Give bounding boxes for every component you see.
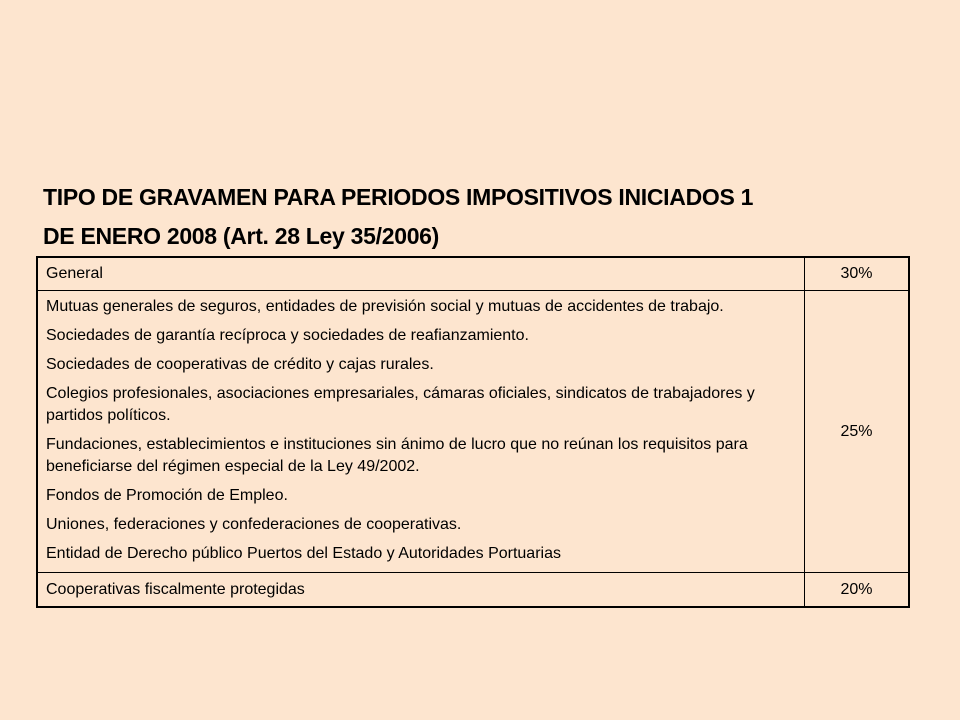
- category-item: Fondos de Promoción de Empleo.: [46, 487, 288, 504]
- category-list-cell: [37, 291, 805, 573]
- category-cell: [37, 257, 805, 291]
- category-cell: [37, 573, 805, 608]
- category-item: Sociedades de cooperativas de crédito y cajas rurales.: [46, 356, 434, 373]
- category-label: General: [46, 265, 103, 282]
- slide-title-line-2: DE ENERO 2008 (Art. 28 Ley 35/2006): [43, 223, 440, 249]
- category-item: Colegios profesionales, asociaciones empresariales, cámaras oficiales, sindicatos de trabajadores y partidos políticos.: [46, 385, 755, 424]
- rate-cell: 20%: [805, 573, 910, 608]
- category-item: Sociedades de garantía recíproca y sociedades de reafianzamiento.: [46, 327, 529, 344]
- category-item: Uniones, federaciones y confederaciones de cooperativas.: [46, 516, 462, 533]
- table-row-cooperativas: [37, 573, 909, 608]
- category-item: Entidad de Derecho público Puertos del Estado y Autoridades Portuarias: [46, 545, 561, 562]
- table-row-general: [37, 257, 909, 291]
- category-label: Cooperativas fiscalmente protegidas: [46, 580, 305, 598]
- category-item: Fundaciones, establecimientos e instituciones sin ánimo de lucro que no reúnan los requisitos para beneficiarse del régimen especial de la Ley 49/2002.: [46, 436, 748, 475]
- rate-cell: 30%: [805, 257, 910, 291]
- rate-cell: 25%: [805, 291, 910, 573]
- tax-rate-table: [36, 256, 910, 608]
- slide-title-line-1: TIPO DE GRAVAMEN PARA PERIODOS IMPOSITIVOS INICIADOS 1: [43, 184, 754, 210]
- category-item: Mutuas generales de seguros, entidades de previsión social y mutuas de accidentes de trabajo.: [46, 298, 724, 315]
- slide-title: [43, 178, 923, 256]
- table-row-reduced: [37, 291, 909, 573]
